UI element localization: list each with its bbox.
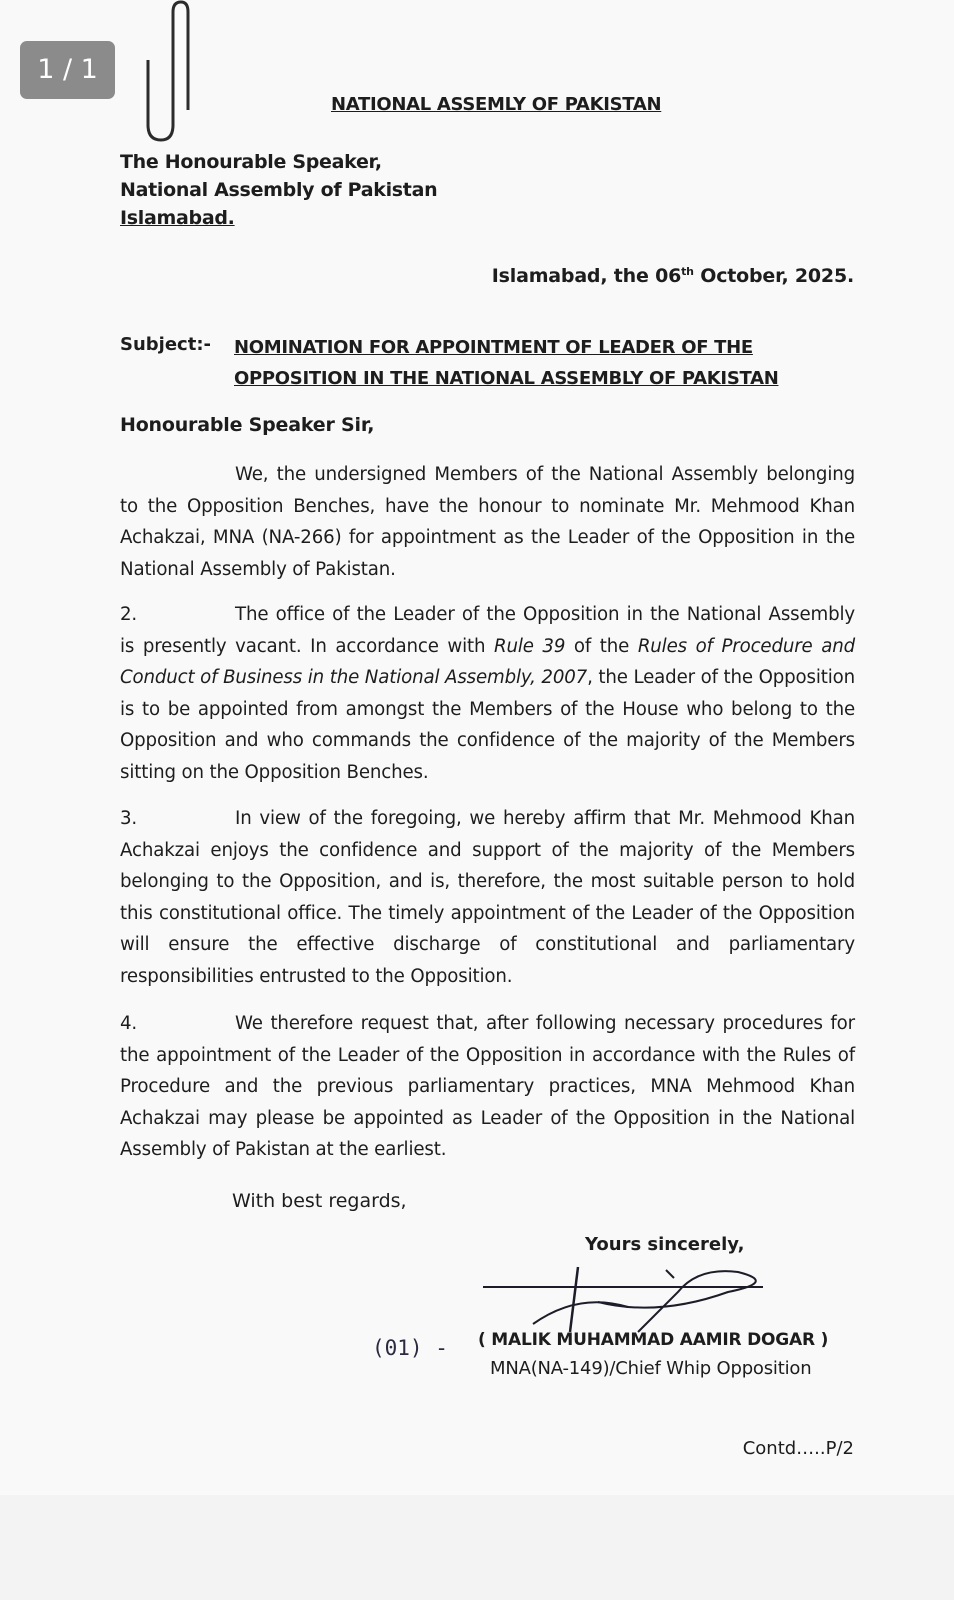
paragraph-2-text-c: of the <box>565 635 638 657</box>
addressee-line-1: The Honourable Speaker, <box>120 151 382 173</box>
viewer-background <box>0 1495 954 1600</box>
continued-note: Contd…..P/2 <box>742 1438 854 1459</box>
paragraph-2-number: 2. <box>120 604 138 625</box>
date-prefix: Islamabad, the 06 <box>491 265 682 287</box>
paragraph-2 <box>120 599 855 788</box>
paragraph-2-text-a: The office of the Leader of the Opposition in the National Assembly is presently vacant. In accordance with <box>120 604 855 657</box>
subject-label: Subject:- <box>120 334 211 355</box>
document-heading: NATIONAL ASSEMLY OF PAKISTAN <box>331 94 662 115</box>
date-suffix: October, 2025. <box>693 265 854 287</box>
rule-reference: Rule 39 <box>493 635 566 657</box>
closing-regards: With best regards, <box>232 1190 407 1212</box>
page-counter-badge: 1 / 1 <box>20 41 115 99</box>
signatory-designation: MNA(NA-149)/Chief Whip Opposition <box>490 1358 812 1379</box>
paragraph-3 <box>120 803 855 992</box>
paragraph-1 <box>120 459 855 585</box>
addressee-line-2: National Assembly of Pakistan <box>120 179 438 201</box>
salutation: Honourable Speaker Sir, <box>120 414 375 436</box>
handwritten-serial-number: (01) - <box>372 1336 448 1360</box>
paragraph-3-text: In view of the foregoing, we hereby affirm that Mr. Mehmood Khan Achakzai enjoys the confidence and support of the majority of the Members belonging to the Opposition, and is, therefore, the most suitable person to hold this constitutional office. The timely appointment of the Leader of the Opposition will ensure the effective discharge of constitutional and parliamentary responsibilities entrusted to the Opposition. <box>120 808 855 987</box>
paragraph-4 <box>120 1008 855 1166</box>
subject-text: NOMINATION FOR APPOINTMENT OF LEADER OF THE OPPOSITION IN THE NATIONAL ASSEMBLY OF PAKISTAN <box>234 337 779 389</box>
paragraph-4-text: We therefore request that, after following necessary procedures for the appointment of the Leader of the Opposition in accordance with the Rules of Procedure and the previous parliamentary practices, MNA Mehmood Khan Achakzai may please be appointed as Leader of the Opposition in the National Assembly of Pakistan at the earliest. <box>120 1013 855 1160</box>
rules-title: Rules of Procedure and Conduct of Business in the National Assembly, 2007 <box>120 635 855 688</box>
paragraph-2-text-e: , the Leader of the Opposition is to be appointed from amongst the Members of the House who belong to the Opposition and who commands the confidence of the majority of the Members sitting on the Opposition Benches. <box>120 667 855 783</box>
paragraph-3-number: 3. <box>120 808 138 829</box>
addressee-line-3: Islamabad. <box>120 207 235 229</box>
paragraph-4-number: 4. <box>120 1013 138 1034</box>
closing-sincerely: Yours sincerely, <box>585 1234 745 1255</box>
date-superscript: th <box>681 265 694 278</box>
signatory-name: ( MALIK MUHAMMAD AAMIR DOGAR ) <box>478 1330 829 1350</box>
date-line <box>492 265 854 287</box>
paragraph-1-text: We, the undersigned Members of the National Assembly belonging to the Opposition Benches, have the honour to nominate Mr. Mehmood Khan Achakzai, MNA (NA-266) for appointment as the Leader of the Opposition in the National Assembly of Pakistan. <box>120 464 855 580</box>
paper-clip-icon <box>143 0 193 148</box>
